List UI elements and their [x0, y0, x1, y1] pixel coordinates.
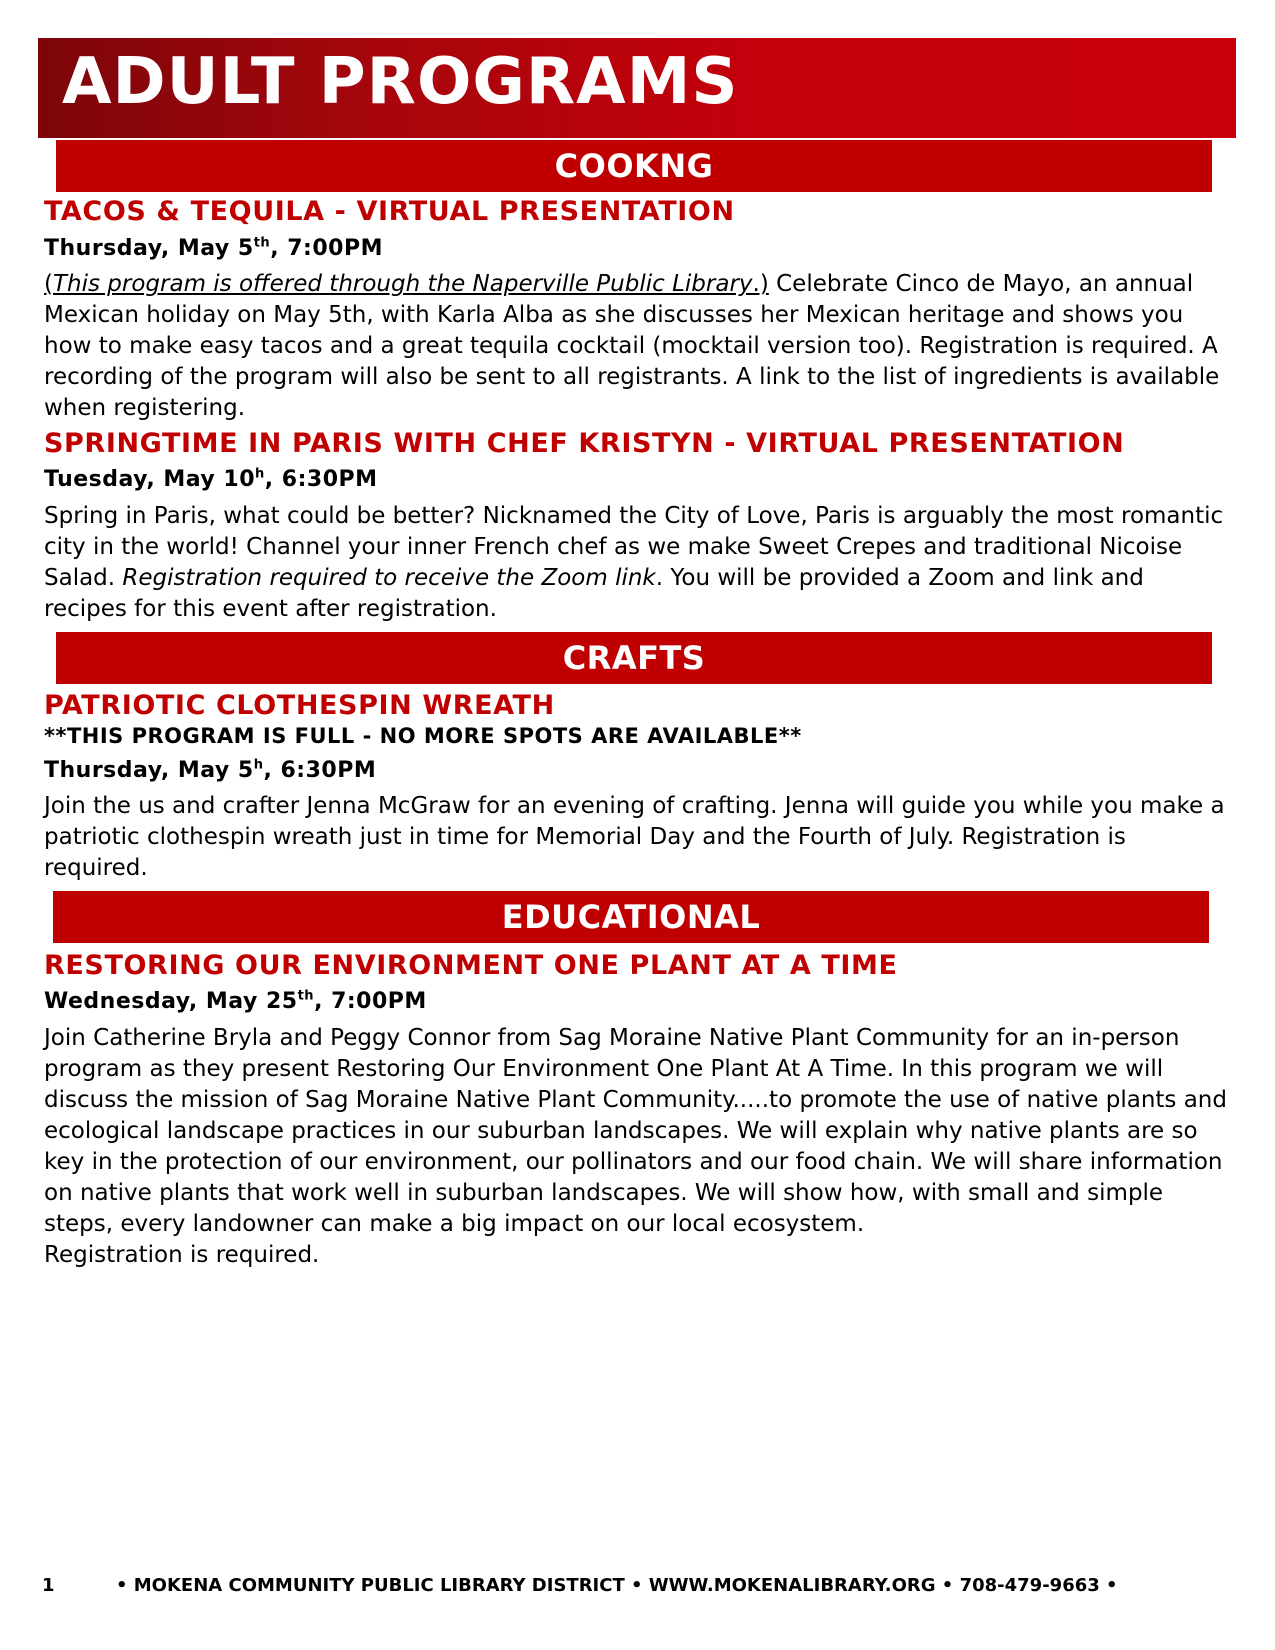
program-title-restoring-environment: RESTORING OUR ENVIRONMENT ONE PLANT AT A TIME [44, 950, 898, 981]
paren-close: .) [752, 271, 769, 297]
date-ordinal: th [297, 988, 315, 1004]
description-tail: . You will be provided a Zoom and link and recipes for this event after registration. [44, 565, 1144, 622]
date-time: , 6:30PM [264, 467, 378, 492]
program-description-springtime-paris [44, 501, 1234, 625]
section-header-crafts: CRAFTS [56, 632, 1212, 684]
footer-contact-line: • MOKENA COMMUNITY PUBLIC LIBRARY DISTRICT • WWW.MOKENALIBRARY.ORG • 708-479-9663 • [116, 1575, 1118, 1596]
description-body: Join Catherine Bryla and Peggy Connor from Sag Moraine Native Plant Community for an in-person program as they present Restoring Our Environment One Plant At A Time. In this program we will discuss the mission of Sag Moraine Native Plant Community.....to promote the use of native plants and ecological landscape practices in our suburban landscapes. We will explain why native plants are so key in the protection of our environment, our pollinators and our food chain. We will share information on native plants that work well in suburban landscapes. We will show how, with small and simple steps, every landowner can make a big impact on our local ecosystem. [44, 1025, 1227, 1237]
date-text: Tuesday, May 10 [44, 467, 256, 492]
program-full-notice: **THIS PROGRAM IS FULL - NO MORE SPOTS ARE AVAILABLE** [44, 724, 802, 748]
program-date-tacos-tequila [44, 236, 383, 262]
page-header-banner [38, 38, 1236, 138]
date-text: Thursday, May 5 [44, 758, 254, 783]
page-number: 1 [42, 1575, 55, 1596]
date-ordinal: th [253, 235, 271, 251]
program-date-clothespin-wreath [44, 758, 376, 784]
date-ordinal: h [255, 466, 265, 482]
date-time: , 7:00PM [314, 989, 427, 1014]
program-description-clothespin-wreath: Join the us and crafter Jenna McGraw for an evening of crafting. Jenna will guide you while you make a patriotic clothespin wreath just in time for Memorial Day and the Fourth of July. Registration is required. [44, 793, 1225, 881]
program-title-tacos-tequila: TACOS & TEQUILA - VIRTUAL PRESENTATION [44, 196, 735, 227]
description-tail: Registration is required. [44, 1242, 320, 1268]
program-description-tacos-tequila [44, 269, 1234, 424]
paren-open: ( [44, 271, 53, 297]
description-body: Spring in Paris, what could be better? Nicknamed the City of Love, Paris is arguably the most romantic city in the world! Channel your inner French chef as we make Sweet Crepes and traditional Nicoise Salad. [44, 503, 1224, 591]
date-ordinal: h [253, 757, 264, 773]
program-date-springtime-paris [44, 467, 378, 493]
description-body: Celebrate Cinco de Mayo, an annual Mexican holiday on May 5th, with Karla Alba as she discusses her Mexican heritage and shows you how to make easy tacos and a great tequila cocktail (mocktail version too). Registration is required. A recording of the program will also be sent to all registrants. A link to the list of ingredients is available when registering. [44, 271, 1220, 421]
program-title-springtime-paris: SPRINGTIME IN PARIS WITH CHEF KRISTYN - VIRTUAL PRESENTATION [44, 428, 1125, 459]
date-text: Wednesday, May 25 [44, 989, 298, 1014]
program-title-clothespin-wreath: PATRIOTIC CLOTHESPIN WREATH [44, 690, 555, 721]
section-header-educational: EDUCATIONAL [53, 891, 1209, 943]
date-time: , 7:00PM [270, 236, 383, 261]
program-description-restoring-environment [44, 1023, 1234, 1271]
date-time: , 6:30PM [263, 758, 377, 783]
date-text: Thursday, May 5 [44, 236, 254, 261]
program-date-restoring-environment [44, 989, 427, 1015]
section-header-cooking: COOKNG [56, 140, 1212, 192]
page-title: ADULT PROGRAMS [62, 45, 739, 119]
naperville-note: This program is offered through the Naperville Public Library [52, 271, 753, 297]
registration-note: Registration required to receive the Zoom link [122, 565, 656, 591]
